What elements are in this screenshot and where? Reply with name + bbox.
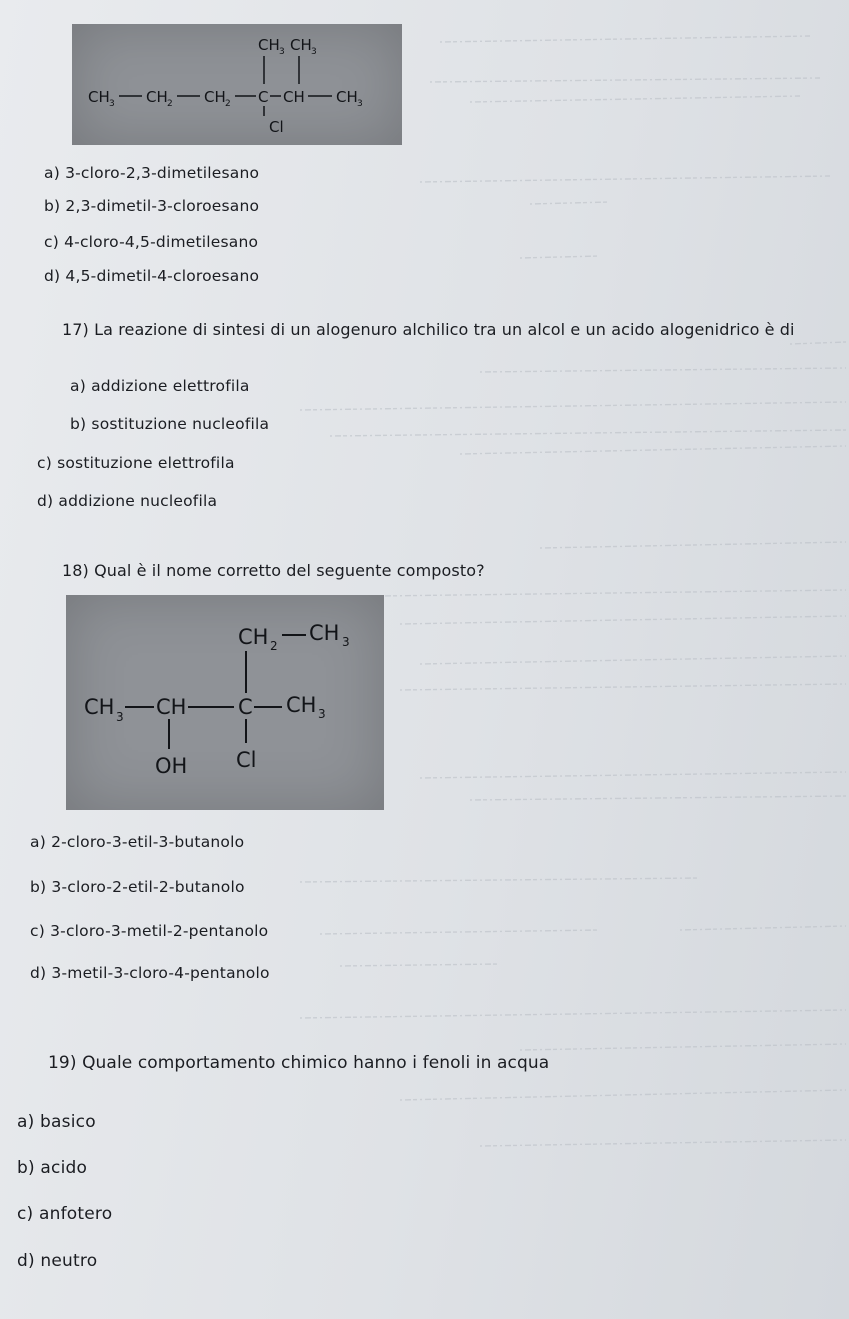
q19-option-c[interactable]: c) anfotero bbox=[17, 1204, 113, 1224]
q16-option-b[interactable]: b) 2,3-dimetil-3-cloroesano bbox=[44, 197, 260, 215]
atom-ch2-a: CH bbox=[146, 88, 168, 106]
q18-option-d[interactable]: d) 3-metil-3-cloro-4-pentanolo bbox=[30, 964, 270, 982]
svg-text:3: 3 bbox=[116, 710, 124, 724]
q17-option-b[interactable]: b) sostituzione nucleofila bbox=[70, 415, 270, 433]
atom-cl: Cl bbox=[236, 748, 257, 772]
q17-option-a[interactable]: a) addizione elettrofila bbox=[70, 377, 250, 395]
atom-ch3-left: CH bbox=[88, 88, 110, 106]
q16-option-c[interactable]: c) 4-cloro-4,5-dimetilesano bbox=[44, 233, 259, 251]
atom-ch3-right: CH bbox=[286, 693, 317, 717]
q19-question: 19) Quale comportamento chimico hanno i fenoli in acqua bbox=[48, 1053, 550, 1073]
atom-cl: Cl bbox=[269, 118, 284, 136]
structure-image-q16 bbox=[72, 24, 402, 145]
structural-formula-q16 bbox=[72, 24, 402, 145]
q18-option-a[interactable]: a) 2-cloro-3-etil-3-butanolo bbox=[30, 833, 245, 851]
q17-option-c[interactable]: c) sostituzione elettrofila bbox=[37, 454, 235, 472]
q19-option-a[interactable]: a) basico bbox=[17, 1112, 96, 1132]
svg-text:2: 2 bbox=[270, 639, 278, 653]
q17-option-d[interactable]: d) addizione nucleofila bbox=[37, 492, 218, 510]
svg-text:3: 3 bbox=[318, 707, 326, 721]
atom-oh: OH bbox=[155, 754, 188, 778]
bonds-q18 bbox=[125, 635, 306, 749]
atom-c-mid: C bbox=[238, 695, 253, 719]
atom-ch-right: CH bbox=[283, 88, 305, 106]
atom-ch3-right: CH bbox=[336, 88, 358, 106]
atom-ch3-left: CH bbox=[84, 695, 115, 719]
svg-text:3: 3 bbox=[311, 47, 317, 57]
svg-text:2: 2 bbox=[167, 99, 173, 109]
atom-c-center: C bbox=[258, 88, 269, 106]
q18-option-b[interactable]: b) 3-cloro-2-etil-2-butanolo bbox=[30, 878, 245, 896]
q19-option-b[interactable]: b) acido bbox=[17, 1158, 88, 1178]
svg-text:3: 3 bbox=[357, 99, 363, 109]
q18-option-c[interactable]: c) 3-cloro-3-metil-2-pentanolo bbox=[30, 922, 269, 940]
q19-option-d[interactable]: d) neutro bbox=[17, 1251, 98, 1271]
svg-text:3: 3 bbox=[342, 635, 350, 649]
atom-ch3-top: CH bbox=[309, 621, 340, 645]
svg-text:3: 3 bbox=[279, 47, 285, 57]
atom-ch2-b: CH bbox=[204, 88, 226, 106]
atom-ch3-top-a: CH bbox=[258, 36, 280, 54]
q18-question: 18) Qual è il nome corretto del seguente composto? bbox=[62, 561, 485, 580]
svg-text:3: 3 bbox=[109, 99, 115, 109]
structure-image-q18 bbox=[66, 595, 384, 810]
atom-ch3-top-b: CH bbox=[290, 36, 312, 54]
q16-option-d[interactable]: d) 4,5-dimetil-4-cloroesano bbox=[44, 267, 260, 285]
svg-text:2: 2 bbox=[225, 99, 231, 109]
atom-ch-mid: CH bbox=[156, 695, 187, 719]
structural-formula-q18 bbox=[66, 595, 384, 810]
q17-question: 17) La reazione di sintesi di un alogenuro alchilico tra un alcol e un acido alogenidrico è di bbox=[62, 320, 795, 339]
q16-option-a[interactable]: a) 3-cloro-2,3-dimetilesano bbox=[44, 164, 260, 182]
atom-ch2-top: CH bbox=[238, 625, 269, 649]
